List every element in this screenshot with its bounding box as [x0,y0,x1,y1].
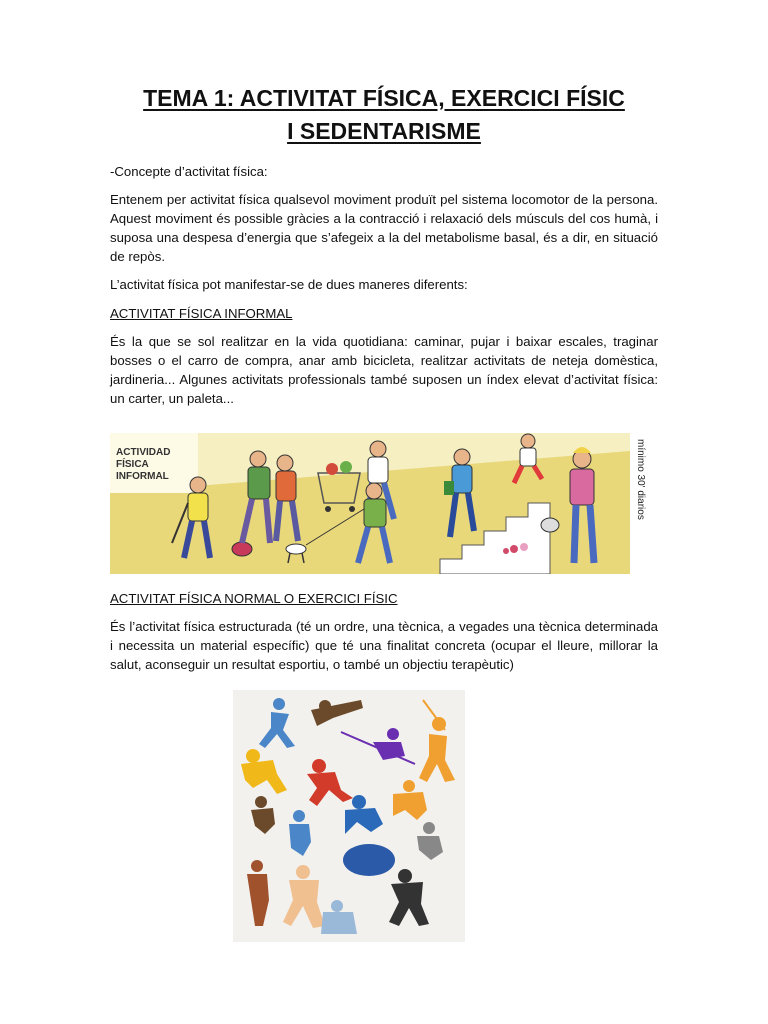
informal-heading: ACTIVITAT FÍSICA INFORMAL [110,306,293,321]
illustration-label-3: INFORMAL [116,471,169,482]
silhouette-skier-purple [341,728,415,764]
silhouette-cyclist-blue [343,844,395,876]
informal-paragraph: És la que se sol realitzar en la vida quotidiana: caminar, pujar i baixar escales, traginar bosses o el carro de compra, anar amb bicicleta, realitzar activitats de neteja domèstica, jardineria... Algunes activitats professionals també suposen un índex elevat d’activitat física: un carter, un paleta... [110,334,658,406]
illustration-label-1: ACTIVIDAD [116,447,171,458]
silhouette-thrower-brown [251,796,275,834]
silhouette-ski-grey [417,822,443,860]
silhouette-high-jump-brown [311,700,363,726]
concept-heading: -Concepte d’activitat física: [110,164,268,179]
normal-heading: ACTIVITAT FÍSICA NORMAL O EXERCICI FÍSIC [110,591,398,606]
silhouette-walker-brown [247,860,269,926]
silhouette-hammer-orange [419,700,455,782]
title-line-2: I SEDENTARISME [287,118,481,144]
silhouette-runner-blue [259,698,295,748]
silhouette-hockey-red [307,759,353,806]
definition-paragraph: Entenem per activitat física qualsevol moviment produït pel sistema locomotor de la persona. Aquest moviment és possible gràcies a la contracció i relaxació dels músculs del cos humà, i suposa una despesa d’energia que s’afegeix a la del metabolisme basal, és a dir, en situació de repòs. [110,192,658,264]
silhouette-catcher-lightblue [321,900,357,934]
normal-paragraph: És l’activitat física estructurada (té un ordre, una tècnica, a vegades una tècnica determinada i necessita un material específic) que té una finalitat concreta (ocupar el lleure, millorar la salut, aconseguir un resultat esportiu, o també un objectiu terapèutic) [110,619,658,672]
title-line-1: TEMA 1: ACTIVITAT FÍSICA, EXERCICI FÍSIC [143,85,625,111]
silhouette-sprinter-dark [389,869,429,926]
silhouette-tennis-blue [345,795,383,834]
silhouette-sprinter-yellow [241,749,287,794]
illustration-label-2: FÍSICA [116,459,149,470]
silhouette-runner-peach [283,865,325,928]
informal-activity-illustration [110,433,655,574]
sports-silhouettes-image [233,690,465,942]
silhouette-batter-blue [289,810,311,856]
page-title [0,82,768,148]
intro-ways-text: L’activitat física pot manifestar-se de dues maneres diferents: [110,277,468,292]
illustration-side-text: mínimo 30' diarios [635,439,646,520]
silhouette-skater-orange [393,780,427,820]
